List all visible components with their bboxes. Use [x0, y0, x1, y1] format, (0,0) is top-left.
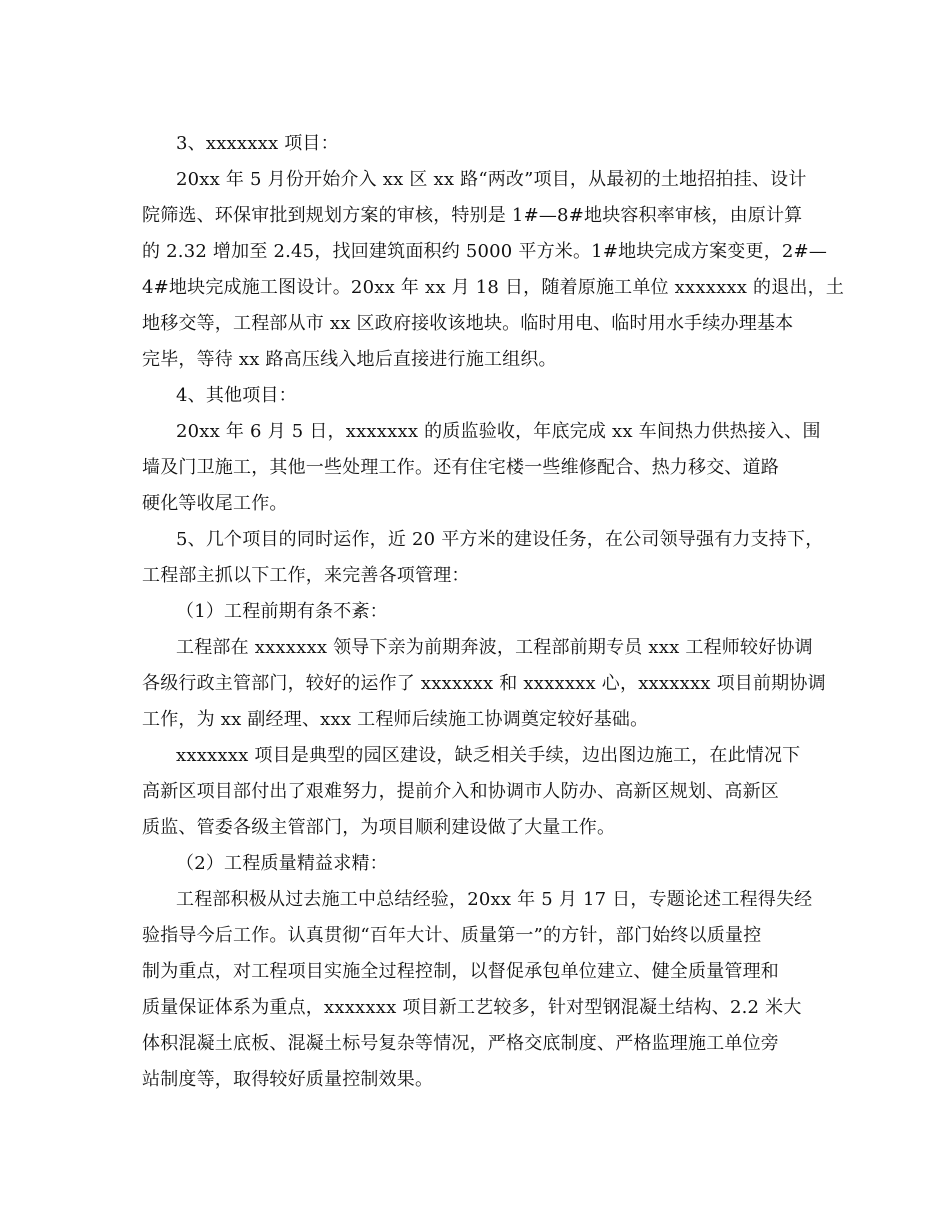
paragraph-line: xxxxxxx 项目是典型的园区建设，缺乏相关手续，边出图边施工，在此情况下	[176, 745, 801, 766]
paragraph-line: 工作，为 xx 副经理、xxx 工程师后续施工协调奠定较好基础。	[142, 709, 649, 730]
subheading-2: （2）工程质量精益求精：	[176, 853, 388, 874]
paragraph-line: 各级行政主管部门，较好的运作了 xxxxxxx 和 xxxxxxx 心，xxxxxxx 项目前期协调	[142, 673, 826, 694]
paragraph-line: 硬化等收尾工作。	[142, 493, 288, 514]
paragraph-line: 高新区项目部付出了艰难努力，提前介入和协调市人防办、高新区规划、高新区	[142, 781, 779, 802]
paragraph-line: 工程部积极从过去施工中总结经验，20xx 年 5 月 17 日，专题论述工程得失经	[176, 889, 813, 910]
paragraph-line: 院筛选、环保审批到规划方案的审核，特别是 1#—8#地块容积率审核，由原计算	[142, 205, 803, 226]
paragraph-line: 站制度等，取得较好质量控制效果。	[142, 1069, 434, 1090]
section-heading-3: 3、xxxxxxx 项目：	[176, 133, 339, 154]
subheading-1: （1）工程前期有条不紊：	[176, 601, 388, 622]
paragraph-line: 20xx 年 5 月份开始介入 xx 区 xx 路“两改”项目，从最初的土地招拍挂、设计	[176, 169, 807, 190]
paragraph-line: 工程部主抓以下工作，来完善各项管理：	[142, 565, 470, 586]
paragraph-line: 验指导今后工作。认真贯彻“百年大计、质量第一”的方针，部门始终以质量控	[142, 925, 762, 946]
paragraph-line: 体积混凝土底板、混凝土标号复杂等情况，严格交底制度、严格监理施工单位旁	[142, 1033, 779, 1054]
paragraph-line: 质量保证体系为重点，xxxxxxx 项目新工艺较多，针对型钢混凝土结构、2.2 米大	[142, 997, 802, 1018]
section-heading-4: 4、其他项目：	[176, 385, 297, 406]
paragraph-line: 制为重点，对工程项目实施全过程控制，以督促承包单位建立、健全质量管理和	[142, 961, 779, 982]
paragraph-line: 地移交等，工程部从市 xx 区政府接收该地块。临时用电、临时用水手续办理基本	[142, 313, 794, 334]
paragraph-line: 4#地块完成施工图设计。20xx 年 xx 月 18 日，随着原施工单位 xxxxxxx 的退出，土	[142, 277, 845, 298]
paragraph-line: 20xx 年 6 月 5 日，xxxxxxx 的质监验收，年底完成 xx 车间热力供热接入、围	[176, 421, 821, 442]
paragraph-line: 的 2.32 增加至 2.45，找回建筑面积约 5000 平方米。1#地块完成方案变更，2#—	[142, 241, 828, 262]
section-heading-5: 5、几个项目的同时运作，近 20 平方米的建设任务，在公司领导强有力支持下，	[176, 529, 824, 550]
paragraph-line: 工程部在 xxxxxxx 领导下亲为前期奔波，工程部前期专员 xxx 工程师较好协调	[176, 637, 813, 658]
paragraph-line: 墙及门卫施工，其他一些处理工作。还有住宅楼一些维修配合、热力移交、道路	[142, 457, 779, 478]
paragraph-line: 完毕，等待 xx 路高压线入地后直接进行施工组织。	[142, 349, 557, 370]
paragraph-line: 质监、管委各级主管部门，为项目顺利建设做了大量工作。	[142, 817, 616, 838]
